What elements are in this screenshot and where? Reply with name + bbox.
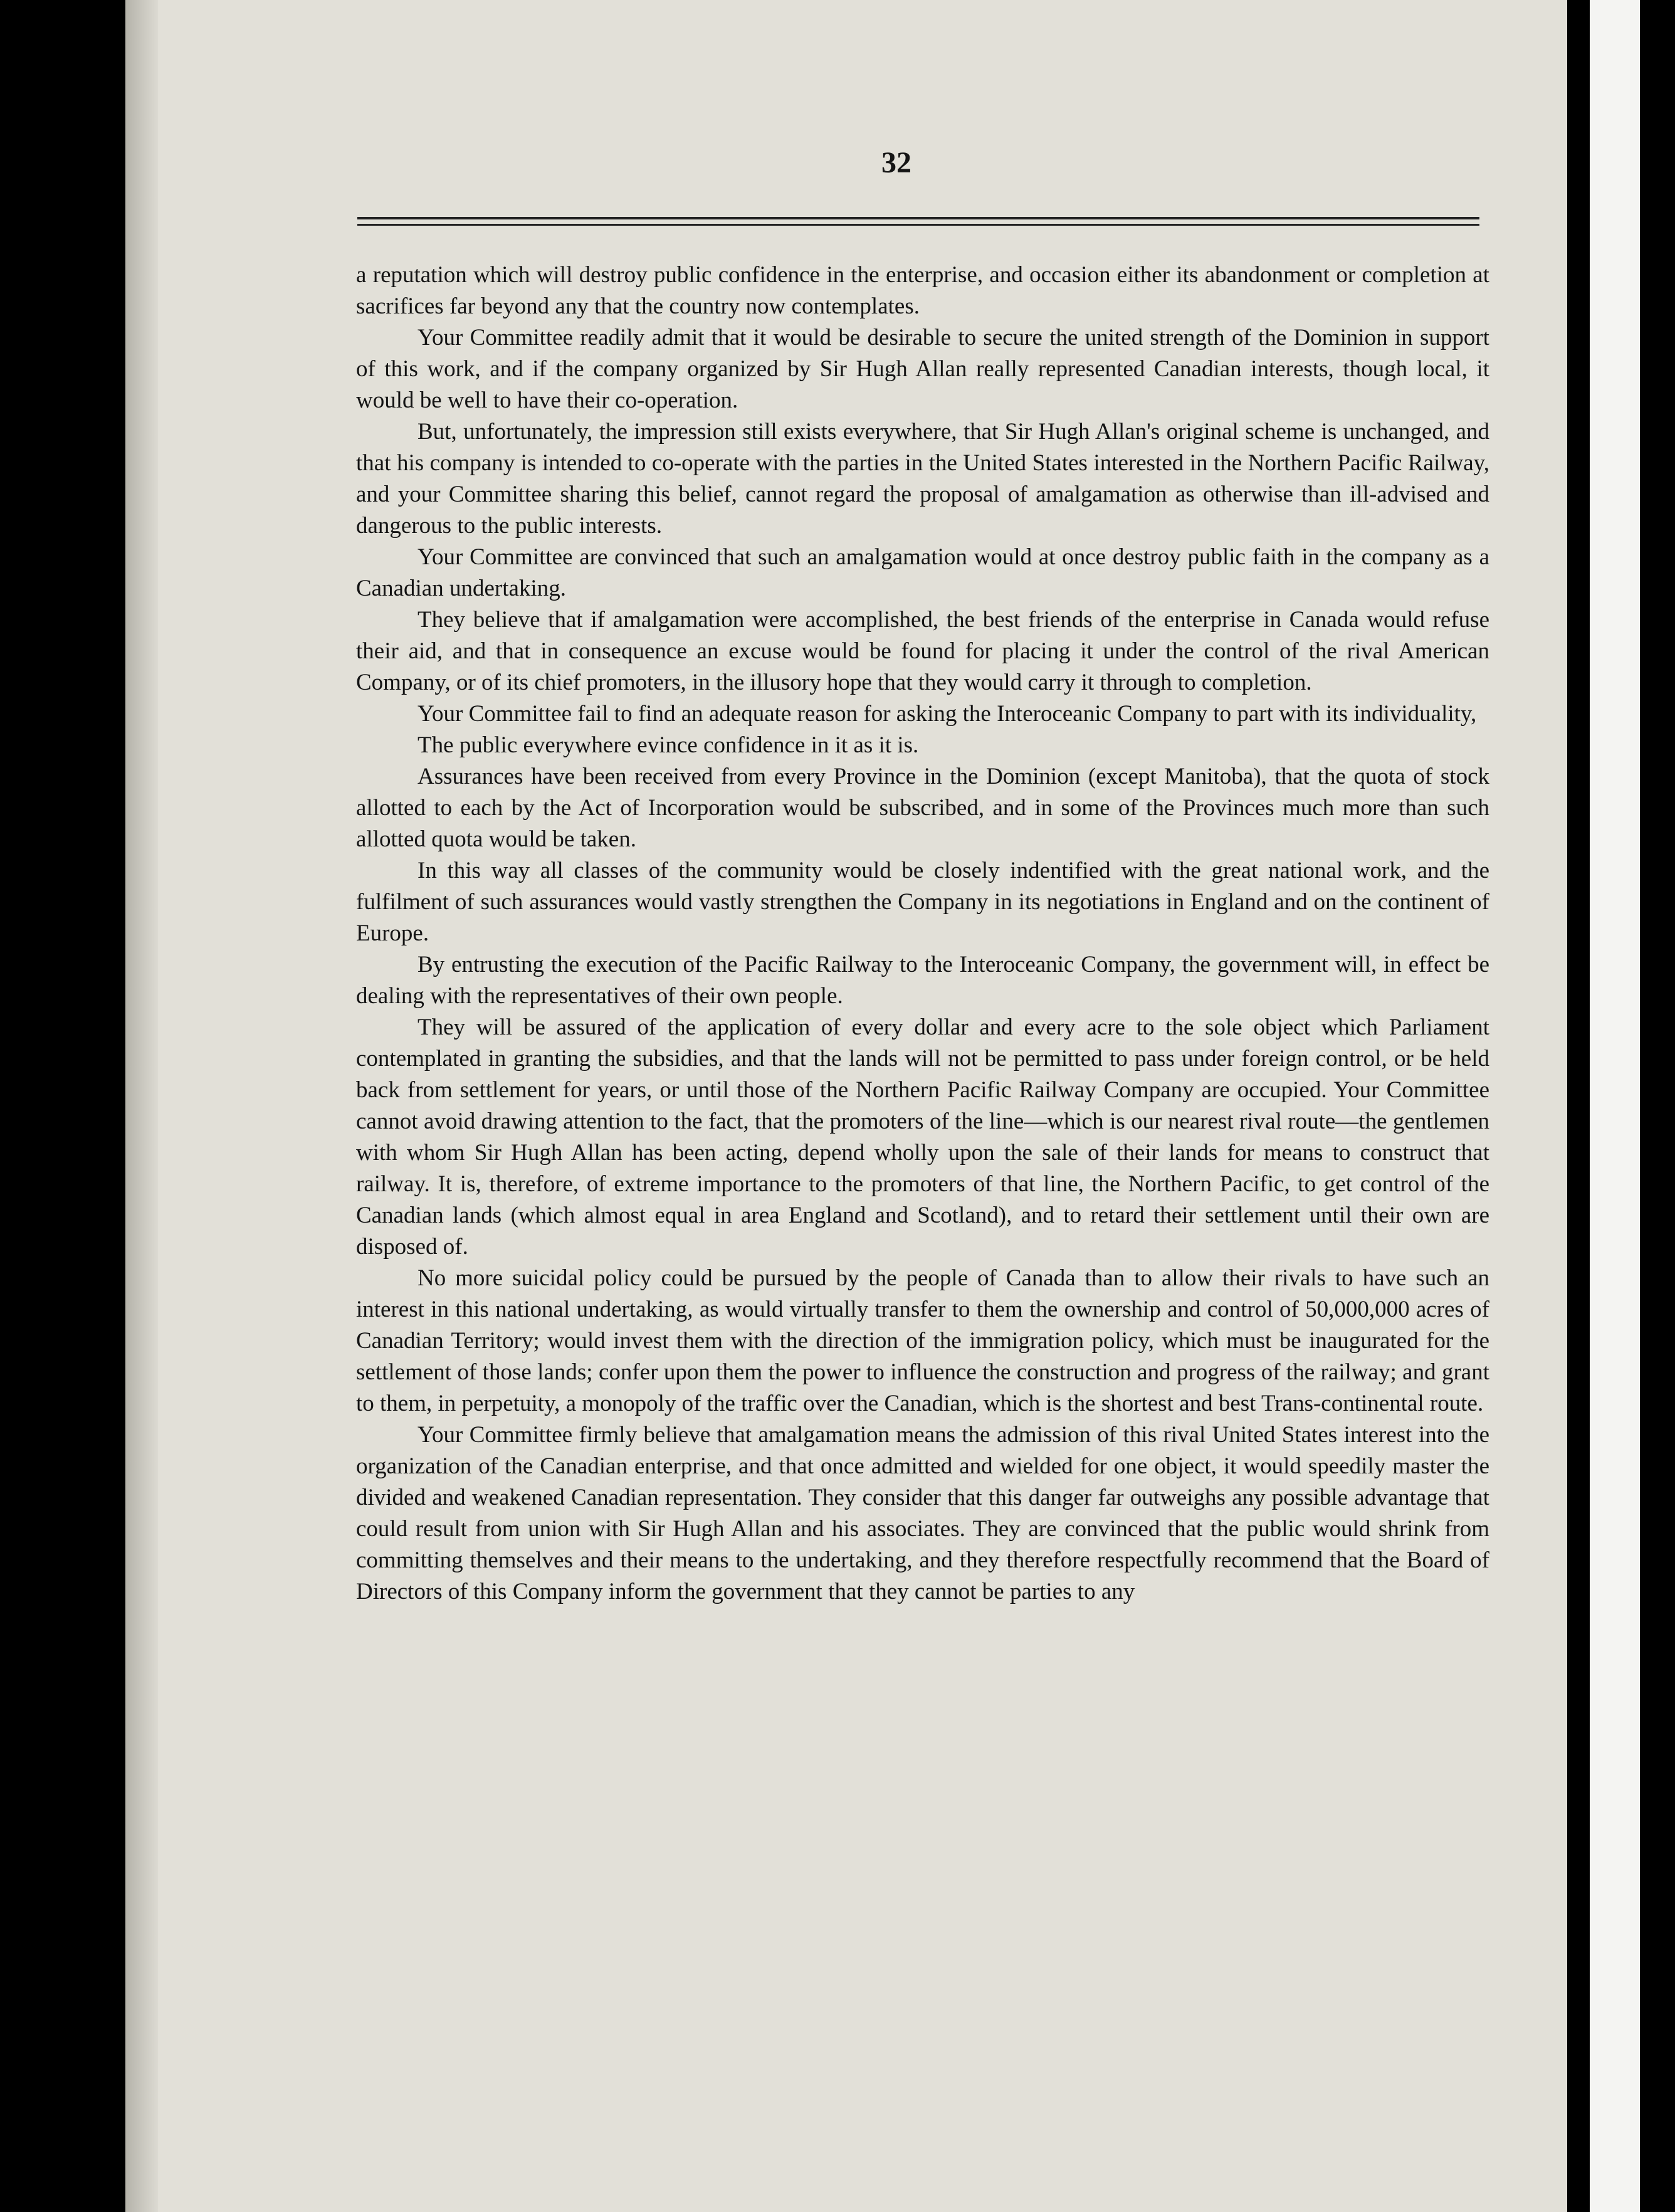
paragraph: Your Committee are convinced that such an amalgamation would at once destroy public faith in the company as a Canadian undertaking.: [356, 544, 1489, 601]
paragraph: Your Committee fail to find an adequate reason for asking the Interoceanic Company to part with its individuality,: [417, 701, 1477, 727]
paragraph: They believe that if amalgamation were accomplished, the best friends of the enterprise in Canada would refuse their aid, and that in consequence an excuse would be found for placing it under the control of the rival American Company, or of its chief promoters, in the illusory hope that they would carry it through to completion.: [356, 607, 1489, 695]
facing-page-edge: [1590, 0, 1640, 2212]
paragraph: They will be assured of the application of every dollar and every acre to the sole object which Parliament contemplated in granting the subsidies, and that the lands will not be permitted to pass under foreign control, or be held back from settlement for years, or until those of the Northern Pacific Railway Company are occupied. Your Committee cannot avoid drawing attention to the fact, that the promoters of the line—which is our nearest rival route—the gentlemen with whom Sir Hugh Allan has been acting, depend wholly upon the sale of their lands for means to construct that railway. It is, therefore, of extreme importance to the promoters of that line, the Northern Pacific, to get control of the Canadian lands (which almost equal in area England and Scotland), and to retard their settlement until their own are disposed of.: [356, 1014, 1489, 1260]
paragraph: In this way all classes of the community would be closely indentified with the great national work, and the fulfilment of such assurances would vastly strengthen the Company in its negotiations in England and on the continent of Europe.: [356, 858, 1489, 946]
paragraph: No more suicidal policy could be pursued by the people of Canada than to allow their rivals to have such an interest in this national undertaking, as would virtually transfer to them the ownership and control of 50,000,000 acres of Canadian Territory; would invest them with the direction of the immigration policy, which must be inaugurated for the settlement of those lands; confer upon them the power to influence the construction and progress of the railway; and grant to them, in perpetuity, a monopoly of the traffic over the Canadian, which is the shortest and best Trans-continental route.: [356, 1265, 1489, 1416]
paragraph: But, unfortunately, the impression still exists everywhere, that Sir Hugh Allan's original scheme is unchanged, and that his company is intended to co-operate with the parties in the United States interested in the Northern Pacific Railway, and your Committee sharing this belief, cannot regard the proposal of amalgamation as otherwise than ill-advised and dangerous to the public interests.: [356, 419, 1489, 539]
paragraph: The public everywhere evince confidence in it as it is.: [417, 732, 919, 758]
paragraph: Your Committee readily admit that it would be desirable to secure the united strength of the Dominion in support of this work, and if the company organized by Sir Hugh Allan really represented Canadian interests, though local, it would be well to have their co-operation.: [356, 325, 1489, 413]
page-binding-shadow: [125, 0, 158, 2212]
paragraph: a reputation which will destroy public confidence in the enterprise, and occasion either its abandonment or completion at sacrifices far beyond any that the country now contemplates.: [356, 262, 1489, 319]
page-number: 32: [881, 146, 911, 179]
paragraph: Assurances have been received from every Province in the Dominion (except Manitoba), that the quota of stock allotted to each by the Act of Incorporation would be subscribed, and in some of the Provinces much more than such allotted quota would be taken.: [356, 764, 1489, 852]
header-rule-bottom: [357, 224, 1479, 226]
header-rule-top: [357, 217, 1479, 219]
paragraph: By entrusting the execution of the Pacific Railway to the Interoceanic Company, the government will, in effect be dealing with the representatives of their own people.: [356, 952, 1489, 1009]
paragraph: Your Committee firmly believe that amalgamation means the admission of this rival United States interest into the organization of the Canadian enterprise, and that once admitted and wielded for one object, it would speedily master the divided and weakened Canadian representation. They consider that this danger far outweighs any possible advantage that could result from union with Sir Hugh Allan and his associates. They are convinced that the public would shrink from committing themselves and their means to the undertaking, and they therefore respectfully recommend that the Board of Directors of this Company inform the government that they cannot be parties to any: [356, 1422, 1489, 1604]
body-text: [356, 260, 1489, 1608]
